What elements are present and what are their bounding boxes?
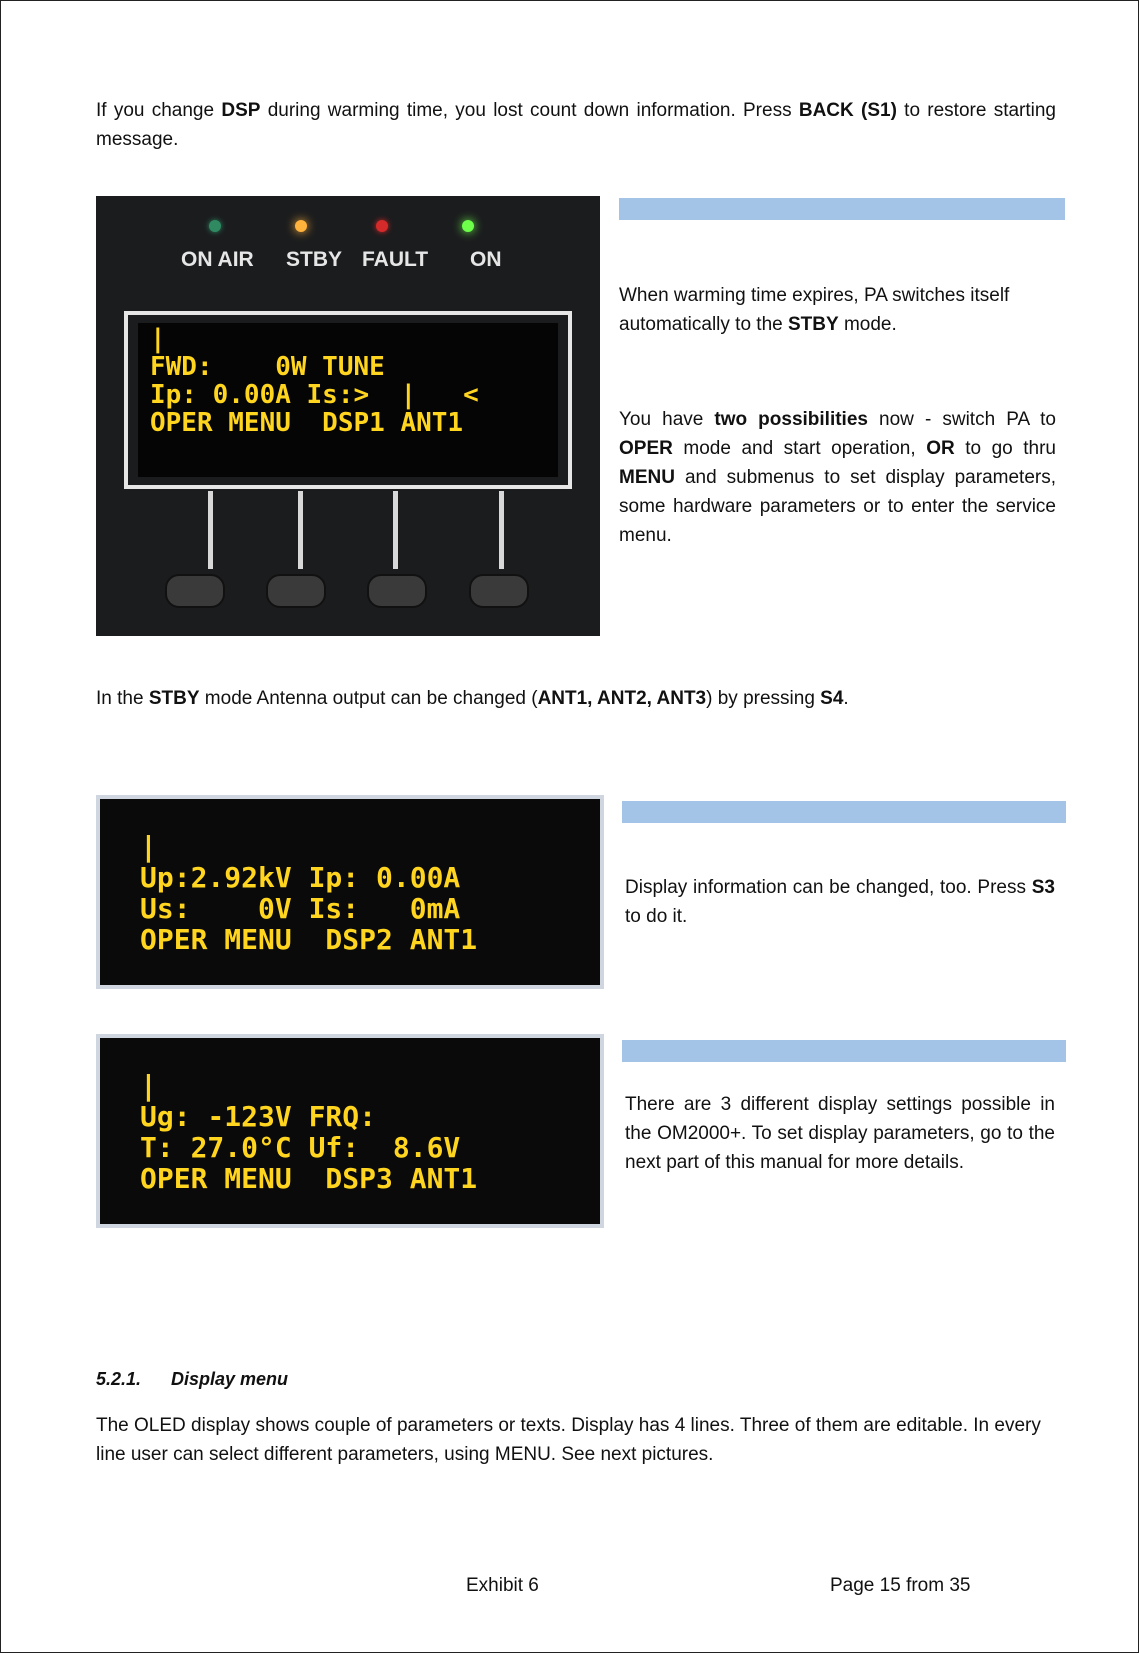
possibilities-text: to go thru [954, 438, 1056, 459]
accent-bar [622, 801, 1066, 823]
oled-line: OPER MENU DSP3 ANT1 [140, 1162, 478, 1195]
led-label-fault: FAULT [362, 248, 429, 271]
possibilities-text: and submenus to set display parameters, some hardware parameters or to enter the service menu. [619, 467, 1056, 546]
intro-paragraph [96, 96, 1056, 154]
oled-line: | [140, 830, 157, 863]
button-stick [499, 491, 504, 569]
on-led-icon [462, 220, 474, 232]
oled-display-photo-dsp2 [96, 795, 604, 989]
oled-line: | [140, 1069, 157, 1102]
s4-button [469, 574, 529, 608]
section-number: 5.2.1. [96, 1369, 142, 1389]
stby-text: ) by pressing [706, 688, 821, 709]
warming-text: When warming time expires, PA switches itself automatically to the [619, 285, 1010, 335]
possibilities-oper: OPER [619, 438, 673, 459]
oled-line: Us: 0V Is: 0mA [140, 892, 461, 925]
on-air-led-icon [209, 220, 221, 232]
accent-bar [622, 1040, 1066, 1062]
oled-line: | [150, 324, 166, 354]
display-info-text: Display information can be changed, too. Press [625, 877, 1032, 898]
oled-line: FWD: 0W TUNE [150, 352, 385, 382]
stby-led-icon [295, 220, 307, 232]
stby-text: mode Antenna output can be changed ( [199, 688, 538, 709]
accent-bar [619, 198, 1065, 220]
oled-line: Up:2.92kV Ip: 0.00A [140, 861, 461, 894]
display-info-paragraph [625, 873, 1055, 931]
display-bezel [124, 311, 572, 489]
warming-stby: STBY [787, 314, 839, 335]
footer-exhibit: Exhibit 6 [466, 1575, 539, 1596]
oled-paragraph: The OLED display shows couple of parameters or texts. Display has 4 lines. Three of them are editable. In every line user can select different parameters, using MENU. See next pictures. [96, 1415, 1041, 1465]
possibilities-menu: MENU [619, 467, 675, 488]
intro-dsp: DSP [221, 100, 261, 121]
s2-button [266, 574, 326, 608]
warming-paragraph [619, 281, 1059, 339]
button-stick [298, 491, 303, 569]
oled-line: OPER MENU DSP2 ANT1 [140, 923, 478, 956]
intro-back: BACK (S1) [798, 100, 897, 121]
intro-text: If you change [96, 100, 222, 121]
stby-text: . [843, 688, 849, 709]
footer-page-number: Page 15 from 35 [830, 1575, 971, 1596]
possibilities-text: mode and start operation, [672, 438, 927, 459]
oled-screen [138, 323, 558, 477]
oled-line: Ug: -123V FRQ: [140, 1100, 377, 1133]
led-label-on-air: ON AIR [181, 248, 254, 271]
settings-paragraph: There are 3 different display settings possible in the OM2000+. To set display parameters, go to the next part of this manual for more details. [625, 1094, 1055, 1173]
intro-text: during warming time, you lost count down information. Press [260, 100, 799, 121]
fault-led-icon [376, 220, 388, 232]
display-info-text: to do it. [625, 906, 688, 927]
possibilities-bold: two possibilities [714, 409, 868, 430]
section-title: Display menu [171, 1369, 289, 1389]
oled-line: Ip: 0.00A Is:> | < [150, 380, 479, 410]
stby-s4: S4 [820, 688, 844, 709]
possibilities-paragraph [619, 405, 1056, 550]
amplifier-panel-photo [96, 196, 600, 636]
led-label-stby: STBY [286, 248, 343, 271]
possibilities-text: now - switch PA to [867, 409, 1056, 430]
stby-antennas: ANT1, ANT2, ANT3 [537, 688, 707, 709]
possibilities-text: You have [619, 409, 715, 430]
oled-line: T: 27.0°C Uf: 8.6V [140, 1131, 461, 1164]
oled-display-photo-dsp3 [96, 1034, 604, 1228]
intro-text: to restore starting message. [96, 100, 1057, 150]
display-info-s3: S3 [1031, 877, 1055, 898]
possibilities-or: OR [926, 438, 955, 459]
s1-button [165, 574, 225, 608]
led-label-on: ON [470, 248, 502, 271]
oled-screen [100, 1038, 600, 1224]
stby-text: In the [96, 688, 149, 709]
stby-mode: STBY [148, 688, 200, 709]
oled-line: OPER MENU DSP1 ANT1 [150, 408, 464, 438]
s3-button [367, 574, 427, 608]
button-stick [208, 491, 213, 569]
stby-paragraph [96, 684, 1056, 713]
oled-screen [100, 799, 600, 985]
warming-text: mode. [838, 314, 897, 335]
button-stick [393, 491, 398, 569]
